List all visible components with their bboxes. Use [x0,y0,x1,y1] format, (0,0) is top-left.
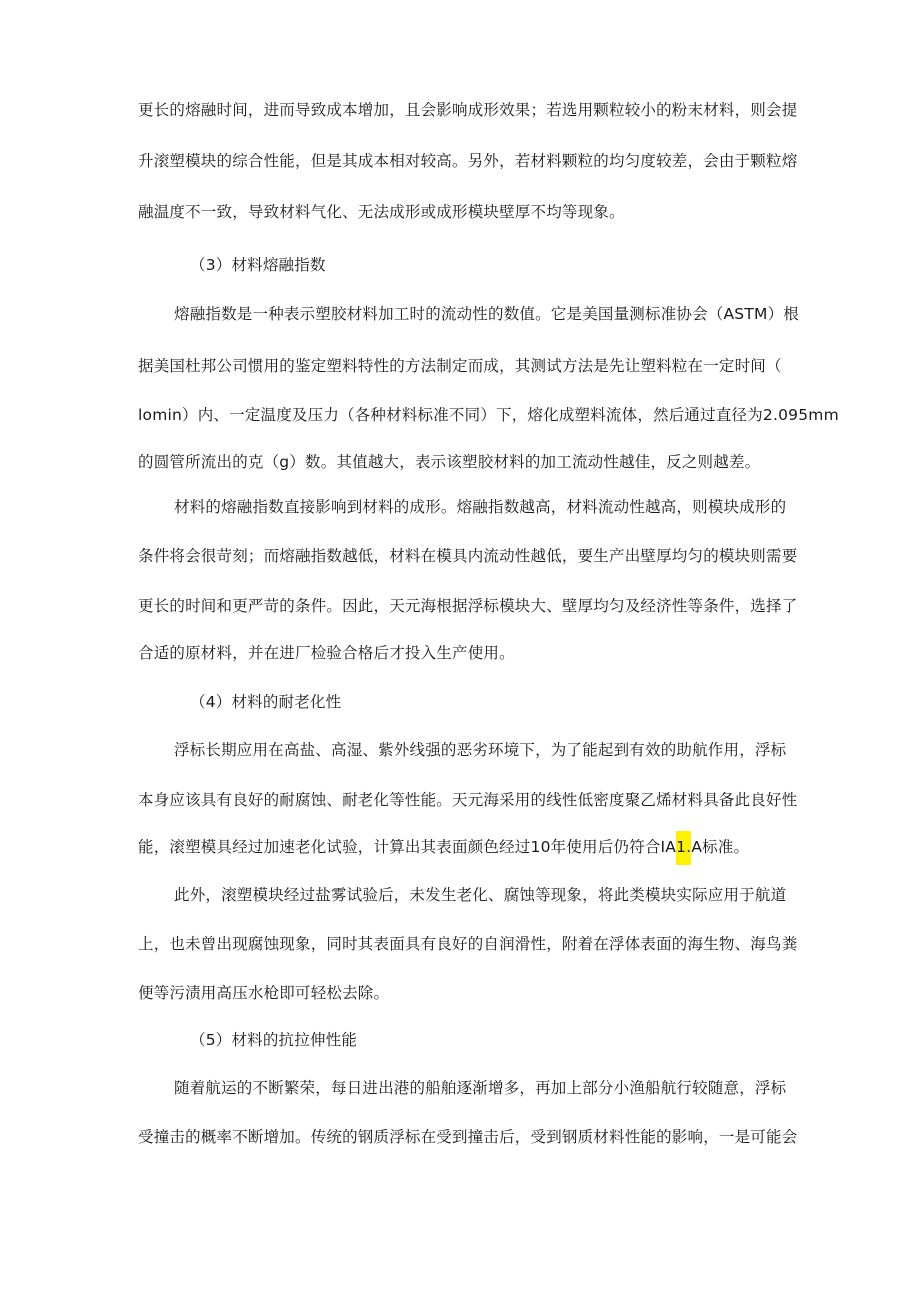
paragraph-line: 本身应该具有良好的耐腐蚀、耐老化等性能。天元海采用的线性低密度聚乙烯材料具备此良好性 [138,791,798,809]
paragraph-line: 更长的时间和更严苛的条件。因此，天元海根据浮标模块大、壁厚均匀及经济性等条件，选择了 [138,597,798,615]
paragraph-line: 合适的原材料，并在进厂检验合格后才投入生产使用。 [138,644,515,662]
paragraph-line-highlighted [138,837,749,857]
paragraph-line: 便等污渍用高压水枪即可轻松去除。 [138,984,390,1002]
paragraph-line: 随着航运的不断繁荣，每日进出港的船舶逐渐增多，再加上部分小渔船航行较随意，浮标 [174,1079,787,1097]
paragraph-line: lomin）内、一定温度及压力（各种材料标准不同）下，熔化成塑料流体，然后通过直径为2.095mm [138,406,839,424]
paragraph-line: 升滚塑模块的综合性能，但是其成本相对较高。另外，若材料颗粒的均匀度较差，会由于颗粒熔 [138,152,798,170]
paragraph-line: 的圆管所流出的克（g）数。其值越大，表示该塑胶材料的加工流动性越佳，反之则越差。 [138,453,761,471]
paragraph-line: 熔融指数是一种表示塑胶材料加工时的流动性的数值。它是美国量测标准协会（ASTM）根 [174,305,799,323]
line-text-after: A标准。 [691,838,750,856]
section-heading-3: （3）材料熔融指数 [190,256,326,274]
paragraph-line: 受撞击的概率不断增加。传统的钢质浮标在受到撞击后，受到钢质材料性能的影响，一是可能会 [138,1128,798,1146]
paragraph-line: 融温度不一致，导致材料气化、无法成形或成形模块壁厚不均等现象。 [138,203,625,221]
section-heading-4: （4）材料的耐老化性 [190,693,342,711]
paragraph-line: 上，也未曾出现腐蚀现象，同时其表面具有良好的自润滑性，附着在浮体表面的海生物、海鸟粪 [138,935,798,953]
paragraph-line: 更长的熔融时间，进而导致成本增加，且会影响成形效果；若选用颗粒较小的粉末材料，则会提 [138,101,798,119]
paragraph-line: 条件将会很苛刻；而熔融指数越低，材料在模具内流动性越低，要生产出壁厚均匀的模块则需要 [138,547,798,565]
paragraph-line: 据美国杜邦公司惯用的鉴定塑料特性的方法制定而成，其测试方法是先让塑料粒在一定时间（ [138,357,782,375]
paragraph-line: 浮标长期应用在高盐、高湿、紫外线强的恶劣环境下，为了能起到有效的助航作用，浮标 [174,741,787,759]
paragraph-line: 此外，滚塑模块经过盐雾试验后，未发生老化、腐蚀等现象，将此类模块实际应用于航道 [174,886,787,904]
line-text-before: 能，滚塑模具经过加速老化试验，计算出其表面颜色经过10年使用后仍符合IA [138,838,677,856]
section-heading-5: （5）材料的抗拉伸性能 [190,1031,358,1049]
paragraph-line: 材料的熔融指数直接影响到材料的成形。熔融指数越高，材料流动性越高，则模块成形的 [174,498,787,516]
highlighted-text: 1. [676,831,691,865]
